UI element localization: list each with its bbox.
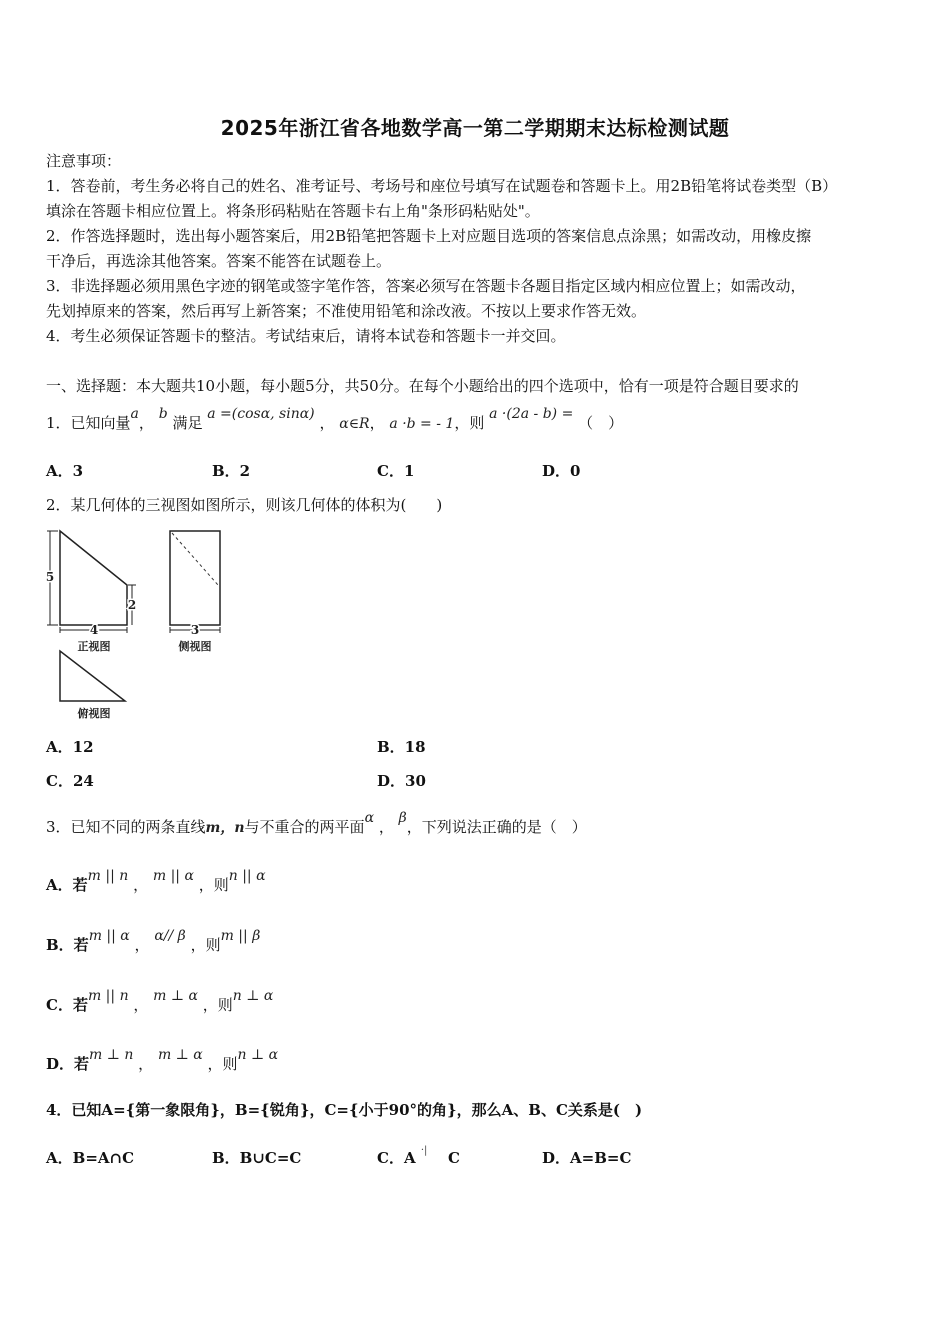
q3-d-label: D．若 xyxy=(46,1055,90,1073)
question-4: 4．已知A={第一象限角}，B={锐角}，C={小于90°的角}，那么A、B、C关系是( ) xyxy=(46,1101,643,1119)
q1-sep3: ， xyxy=(369,414,385,432)
q1-option-c[interactable]: C．1 xyxy=(377,462,415,480)
q3-d-conclusion: n ⊥ α xyxy=(237,1047,279,1063)
q3-b-label: B．若 xyxy=(46,936,89,954)
q3-c-p2: m ⊥ α xyxy=(153,988,198,1004)
q3-a-p2: m || α xyxy=(152,868,194,884)
q2-option-d[interactable]: D．30 xyxy=(377,772,426,790)
q4-option-a[interactable]: A．B=A∩C xyxy=(46,1149,135,1167)
q1-option-a[interactable]: A．3 xyxy=(46,462,84,480)
notice-item-1b: 填涂在答题卡相应位置上。将条形码粘贴在答题卡右上角"条形码粘贴处"。 xyxy=(46,202,540,220)
notice-heading: 注意事项： xyxy=(46,152,122,170)
q4-option-c-left: C．A xyxy=(377,1149,416,1167)
q4-option-d[interactable]: D．A=B=C xyxy=(542,1149,632,1167)
broken-symbol-icon: ·| xyxy=(420,1145,428,1156)
q1-cond-1: a =(cosα, sinα) xyxy=(207,406,315,422)
q1-cond-3: a ·b = - 1 xyxy=(389,416,455,432)
notice-item-2a: 2．作答选择题时，选出每小题答案后，用2B铅笔把答题卡上对应题目选项的答案信息点涂黑；如需改动，用橡皮擦 xyxy=(46,227,812,245)
q3-a-label: A．若 xyxy=(46,876,88,894)
side-view-hidden-edge xyxy=(172,533,218,585)
q2-option-c[interactable]: C．24 xyxy=(46,772,94,790)
q3-option-d[interactable] xyxy=(46,1047,279,1076)
q3-c-comma: ， xyxy=(133,996,149,1014)
notice-item-2b: 干净后，再选涂其他答案。答案不能答在试题卷上。 xyxy=(46,252,392,270)
q3-lines: m，n xyxy=(205,820,245,836)
top-view-shape xyxy=(60,651,125,701)
q1-mid: 满足 xyxy=(172,414,203,432)
q3-d-p1: m ⊥ n xyxy=(89,1047,134,1063)
question-1 xyxy=(46,406,624,435)
notice-item-3b: 先划掉原来的答案，然后再写上新答案；不准使用铅笔和涂改液。不按以上要求作答无效。 xyxy=(46,302,647,320)
q3-b-p2: α// β xyxy=(154,928,186,944)
q3-suffix: ，下列说法正确的是（ ） xyxy=(406,818,587,836)
q1-vector-b: b xyxy=(158,406,168,422)
q3-d-p2: m ⊥ α xyxy=(157,1047,203,1063)
front-view-shape xyxy=(60,531,127,625)
side-view-label: 侧视图 xyxy=(178,640,212,653)
notice-item-4: 4．考生必须保证答题卡的整洁。考试结束后，请将本试卷和答题卡一并交回。 xyxy=(46,327,566,345)
q3-b-conclusion: m || β xyxy=(220,928,261,944)
q3-b-comma: ， xyxy=(134,936,150,954)
three-view-figure xyxy=(44,525,244,725)
q3-option-c[interactable] xyxy=(46,988,274,1017)
q1-option-b[interactable]: B．2 xyxy=(212,462,251,480)
q2-option-b[interactable]: B．18 xyxy=(377,738,426,756)
q3-d-then: ，则 xyxy=(207,1055,238,1073)
q3-b-then: ，则 xyxy=(190,936,221,954)
q3-b-p1: m || α xyxy=(88,928,130,944)
front-view-label: 正视图 xyxy=(77,640,111,653)
q1-sep2: ， xyxy=(319,414,335,432)
question-2: 2．某几何体的三视图如图所示，则该几何体的体积为( ) xyxy=(46,496,443,514)
section-heading: 一、选择题：本大题共10小题，每小题5分，共50分。在每个小题给出的四个选项中，恰有一项是符合题目要求的 xyxy=(46,377,799,395)
q4-option-b[interactable]: B．B∪C=C xyxy=(212,1149,302,1167)
q3-a-conclusion: n || α xyxy=(228,868,266,884)
q2-option-a[interactable]: A．12 xyxy=(46,738,94,756)
side-view-shape xyxy=(170,531,220,625)
notice-item-3a: 3．非选择题必须用黑色字迹的钢笔或签字笔作答，答案必须写在答题卡各题目指定区域内相应位置上；如需改动， xyxy=(46,277,806,295)
dim-3-label: 3 xyxy=(190,623,200,637)
q3-d-comma: ， xyxy=(138,1055,154,1073)
q3-mid: 与不重合的两平面 xyxy=(244,818,365,836)
q3-option-b[interactable] xyxy=(46,928,261,957)
q1-expression: a ·(2a - b) = xyxy=(489,406,574,422)
q3-beta: β xyxy=(398,810,407,826)
q3-option-a[interactable] xyxy=(46,868,266,897)
q4-option-c[interactable] xyxy=(377,1147,460,1168)
q3-c-then: ，则 xyxy=(202,996,233,1014)
q1-option-d[interactable]: D．0 xyxy=(542,462,581,480)
question-3 xyxy=(46,810,587,839)
q3-a-then: ，则 xyxy=(198,876,229,894)
top-view-label: 俯视图 xyxy=(77,707,111,720)
exam-title: 2025年浙江省各地数学高一第二学期期末达标检测试题 xyxy=(220,116,730,140)
q3-a-comma: ， xyxy=(133,876,149,894)
q1-then: ，则 xyxy=(454,414,485,432)
q4-option-c-right: C xyxy=(448,1149,460,1167)
q1-cond-2: α∈R xyxy=(339,416,370,432)
q3-c-label: C．若 xyxy=(46,996,88,1014)
q1-sep1: ， xyxy=(138,414,154,432)
dim-2-label: 2 xyxy=(127,598,137,612)
q1-vector-a: a xyxy=(130,406,139,422)
q3-a-p1: m || n xyxy=(87,868,129,884)
dim-5-label: 5 xyxy=(45,570,55,584)
q1-paren: （ ） xyxy=(578,414,624,432)
q1-prefix: 1．已知向量 xyxy=(46,414,131,432)
notice-item-1a: 1．答卷前，考生务必将自己的姓名、准考证号、考场号和座位号填写在试题卷和答题卡上。用2B铅笔将试卷类型（B） xyxy=(46,177,838,195)
q3-c-conclusion: n ⊥ α xyxy=(232,988,274,1004)
q3-prefix: 3．已知不同的两条直线 xyxy=(46,818,206,836)
q3-alpha: α xyxy=(364,810,375,826)
q3-sep: ， xyxy=(378,818,394,836)
q3-c-p1: m || n xyxy=(87,988,129,1004)
dim-4-label: 4 xyxy=(89,623,99,637)
